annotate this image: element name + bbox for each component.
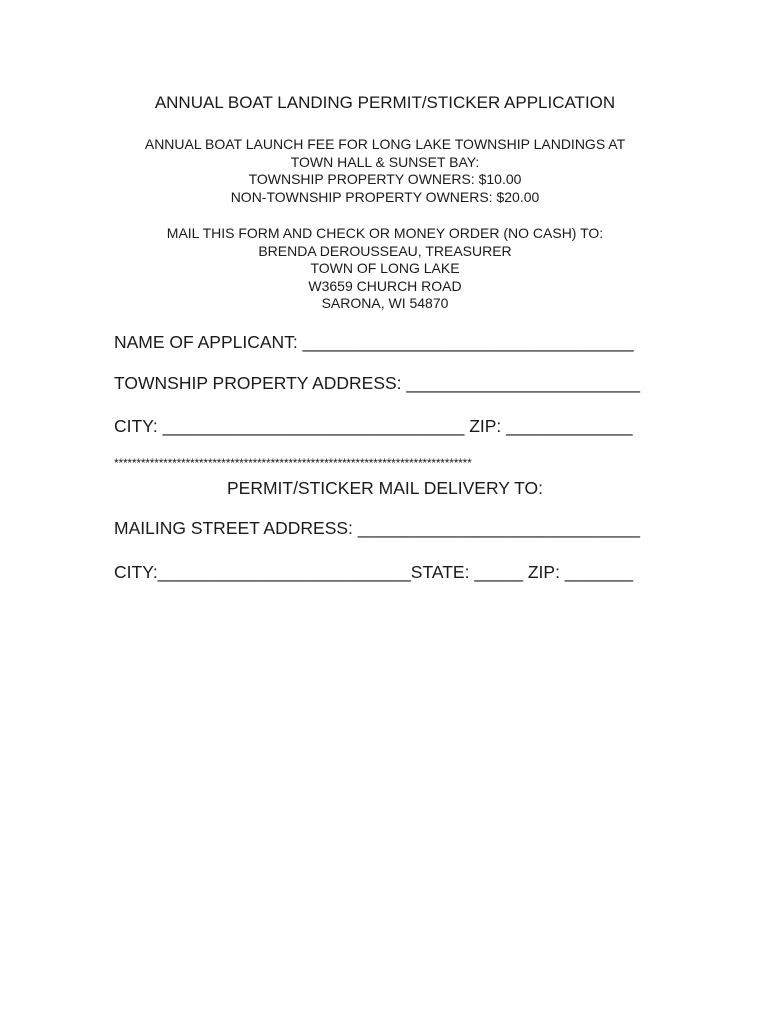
fee-line: TOWN HALL & SUNSET BAY:: [290, 153, 480, 170]
mail-line: W3659 CHURCH ROAD: [308, 277, 462, 294]
mail-line: BRENDA DEROUSSEAU, TREASURER: [258, 242, 512, 259]
name-of-applicant-field[interactable]: NAME OF APPLICANT: __________________________________: [114, 332, 634, 352]
fee-line: NON-TOWNSHIP PROPERTY OWNERS: $20.00: [230, 188, 540, 205]
form-title: ANNUAL BOAT LANDING PERMIT/STICKER APPLICATION: [154, 93, 616, 112]
separator-line: ********************************************************************************: [114, 456, 472, 470]
mail-line: MAIL THIS FORM AND CHECK OR MONEY ORDER (NO CASH) TO:: [166, 225, 604, 241]
township-property-address-field[interactable]: TOWNSHIP PROPERTY ADDRESS: ________________________: [114, 373, 640, 393]
fee-info-block: [0, 136, 770, 206]
city-zip-field[interactable]: CITY: _______________________________ ZIP: _____________: [114, 416, 633, 436]
mailing-street-address-field[interactable]: MAILING STREET ADDRESS: _____________________________: [114, 518, 641, 538]
mail-line: SARONA, WI 54870: [321, 295, 449, 311]
fee-line: ANNUAL BOAT LAUNCH FEE FOR LONG LAKE TOWNSHIP LANDINGS AT: [144, 136, 626, 152]
mail-line: TOWN OF LONG LAKE: [310, 260, 460, 276]
mailing-instructions-block: [0, 225, 770, 313]
delivery-heading: PERMIT/STICKER MAIL DELIVERY TO:: [226, 478, 544, 498]
fee-line: TOWNSHIP PROPERTY OWNERS: $10.00: [248, 171, 522, 187]
city-state-zip-field[interactable]: CITY:__________________________STATE: _____ ZIP: _______: [114, 562, 633, 582]
